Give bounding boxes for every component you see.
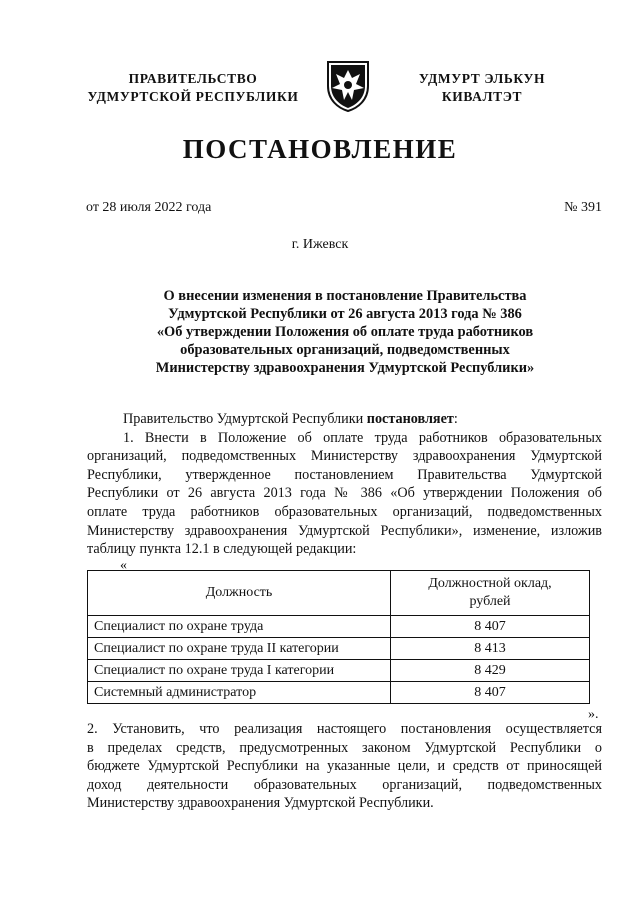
- column-header-salary: [391, 571, 590, 616]
- para-line: [87, 720, 602, 739]
- document-city: г. Ижевск: [291, 237, 349, 252]
- cell-position: Системный администратор: [88, 682, 391, 704]
- para-line: Республики от 26 августа 2013 года № 386 «Об утверждении Положения об: [87, 485, 602, 502]
- subject-line: «Об утверждении Положения об оплате труда работников: [156, 324, 534, 340]
- cell-salary: 8 407: [391, 682, 590, 704]
- subject-line: О внесении изменения в постановление Правительства: [163, 288, 527, 304]
- para-line: Министерству здравоохранения Удмуртской Республики», изменение, изложив: [87, 522, 602, 539]
- cell-salary: 8 407: [391, 616, 590, 638]
- org-name-russian: [68, 70, 318, 106]
- cell-salary: 8 413: [391, 638, 590, 660]
- cell-position: Специалист по охране труда II категории: [88, 638, 391, 660]
- intro-line: [87, 410, 602, 429]
- org-name-line: УДМУРТСКОЙ РЕСПУБЛИКИ: [87, 89, 299, 104]
- document-subject: [100, 287, 590, 377]
- quote-close: ».: [588, 707, 599, 722]
- org-name-line: КИВАЛТЭТ: [441, 89, 523, 104]
- udmurt-emblem-icon: [322, 56, 374, 112]
- table-row: [88, 638, 590, 660]
- salary-table: [87, 570, 590, 704]
- org-name-line: ПРАВИТЕЛЬСТВО: [128, 71, 258, 86]
- table-row: [88, 616, 590, 638]
- document-number: № 391: [564, 200, 602, 215]
- intro-bold: постановляет: [366, 411, 454, 427]
- cell-position: Специалист по охране труда I категории: [88, 660, 391, 682]
- org-name-udmurt: [382, 70, 582, 106]
- column-header-position: Должность: [88, 571, 391, 616]
- cell-salary: 8 429: [391, 660, 590, 682]
- para-line: организаций, подведомственных Министерству здравоохранения Удмуртской: [87, 448, 602, 465]
- cell-position: Специалист по охране труда: [88, 616, 391, 638]
- para-line: бюджете Удмуртской Республики на указанные цели, и средств от приносящей: [87, 758, 602, 775]
- para-text: 1. Внести в Положение об оплате труда работников образовательных: [123, 429, 602, 446]
- intro-text: Правительство Удмуртской Республики: [123, 411, 367, 427]
- subject-line: образовательных организаций, подведомственных: [180, 342, 510, 358]
- header-line: Должностной оклад,: [428, 576, 552, 591]
- para-line: Республики, утвержденное постановлением Правительства Удмуртской: [87, 466, 602, 483]
- table-row: [88, 682, 590, 704]
- para-line: [87, 429, 602, 448]
- intro-end: :: [453, 411, 458, 427]
- table-row: [88, 660, 590, 682]
- paragraph-2: [87, 720, 602, 813]
- para-line: оплате труда работников образовательных организаций, подведомственных: [87, 503, 602, 520]
- document-title: ПОСТАНОВЛЕНИЕ: [182, 134, 458, 164]
- para-line: таблицу пункта 12.1 в следующей редакции:: [87, 541, 357, 558]
- header-line: рублей: [469, 594, 511, 609]
- subject-line: Удмуртской Республики от 26 августа 2013 года № 386: [168, 306, 522, 322]
- quote-open: «: [120, 558, 127, 573]
- document-date: от 28 июля 2022 года: [86, 200, 212, 215]
- paragraph-1: [87, 410, 602, 559]
- table-header-row: [88, 571, 590, 616]
- para-text: 2. Установить, что реализация настоящего постановления осуществляется: [87, 721, 602, 737]
- para-line: Министерству здравоохранения Удмуртской Республики.: [87, 795, 434, 812]
- para-line: в пределах средств, предусмотренных законом Удмуртской Республики о: [87, 739, 602, 756]
- subject-line: Министерству здравоохранения Удмуртской Республики»: [155, 360, 535, 376]
- org-name-line: УДМУРТ ЭЛЬКУН: [418, 71, 546, 86]
- para-line: доход деятельности образовательных организаций, подведомственных: [87, 776, 602, 793]
